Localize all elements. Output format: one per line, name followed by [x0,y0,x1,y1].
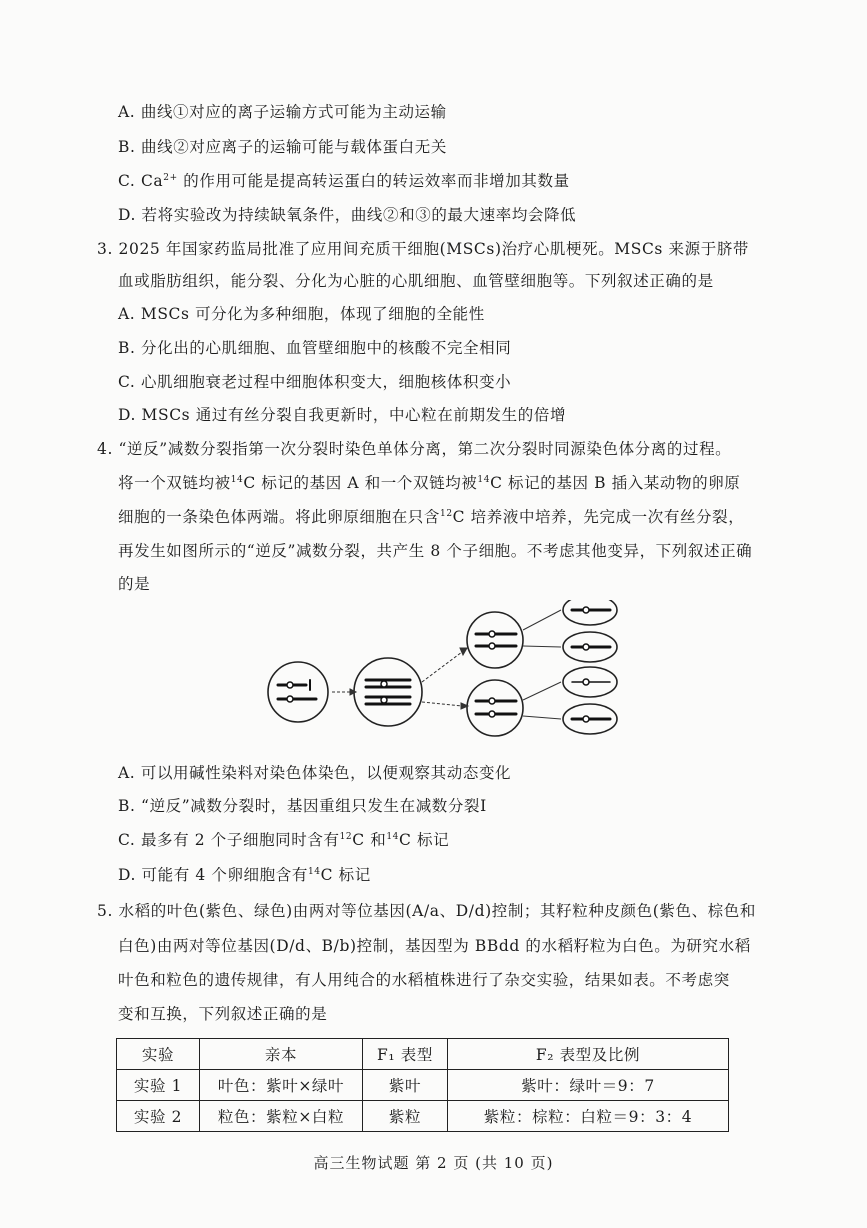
page-footer: 高三生物试题 第 2 页 (共 10 页) [313,1154,554,1172]
q2-option-c: C. $Ca^{2+}$ 的作用可能是提高转运蛋白的转运效率而非增加其数量 [118,172,570,190]
table-cell: 叶色：紫叶×绿叶 [200,1070,363,1101]
table-cell: 紫粒 [363,1101,448,1132]
table-header-cell: F₁ 表型 [363,1039,448,1070]
q5-stem-line-1: 5. 水稻的叶色(紫色、绿色)由两对等位基因(A/a、D/d)控制；其籽粒种皮颜色(紫色、棕色和 [97,902,756,920]
table-cell: 实验 1 [117,1070,200,1101]
q3-option-b: B. 分化出的心肌细胞、血管壁细胞中的核酸不完全相同 [118,339,512,357]
product-cell-1 [563,600,617,625]
q4-stem-line-1: 4. “逆反”减数分裂指第一次分裂时染色单体分离，第二次分裂时同源染色体分离的过程。 [97,440,732,458]
q4-stem-line-2: 将一个双链均被$^{14}$C 标记的基因 A 和一个双链均被$^{14}$C 标记的基因 B 插入某动物的卵原 [118,474,741,492]
q3-stem-line-2: 血或脂肪组织，能分裂、分化为心脏的心肌细胞、血管壁细胞等。下列叙述正确的是 [118,272,714,290]
table-header-row [117,1039,729,1070]
table-header-cell: 亲本 [200,1039,363,1070]
experiment-table [116,1038,729,1132]
daughter-cell-top [467,612,523,668]
q4-option-c: C. 最多有 2 个子细胞同时含有$^{12}$C 和$^{14}$C 标记 [118,831,450,849]
q4-stem-line-3: 细胞的一条染色体两端。将此卵原细胞在只含$^{12}$C 培养液中培养，先完成一次有丝分裂， [118,508,745,526]
table-cell: 紫粒：棕粒：白粒＝9：3：4 [448,1101,729,1132]
q4-stem-line-4: 再发生如图所示的“逆反”减数分裂，共产生 8 个子细胞。不考虑其他变异，下列叙述正确 [118,542,753,560]
q3-stem-line-1: 3. 2025 年国家药监局批准了应用间充质干细胞(MSCs)治疗心肌梗死。MSCs 来源于脐带 [97,240,750,258]
table-row [117,1070,729,1101]
table-cell: 紫叶：绿叶＝9：7 [448,1070,729,1101]
table-header-cell: 实验 [117,1039,200,1070]
q4-option-d: D. 可能有 4 个卵细胞含有$^{14}$C 标记 [118,866,371,884]
q3-option-d: D. MSCs 通过有丝分裂自我更新时，中心粒在前期发生的倍增 [118,406,567,424]
table-cell: 实验 2 [117,1101,200,1132]
q2-option-d: D. 若将实验改为持续缺氧条件，曲线②和③的最大速率均会降低 [118,206,577,224]
table-row [117,1101,729,1132]
daughter-cell-bottom [467,680,523,736]
q5-stem-line-3: 叶色和粒色的遗传规律，有人用纯合的水稻植株进行了杂交实验，结果如表。不考虑突 [118,971,730,989]
table-cell: 粒色：紫粒×白粒 [200,1101,363,1132]
chromosomes [278,607,610,722]
reverse-meiosis-diagram [250,600,630,760]
table-cell: 紫叶 [363,1070,448,1101]
q5-stem-line-2: 白色)由两对等位基因(D/d、B/b)控制，基因型为 BBdd 的水稻籽粒为白色。为研究水稻 [118,937,751,955]
q5-stem-line-4: 变和互换，下列叙述正确的是 [118,1005,328,1023]
q2-option-b: B. 曲线②对应离子的运输可能与载体蛋白无关 [118,138,447,156]
q4-option-a: A. 可以用碱性染料对染色体染色，以便观察其动态变化 [118,764,512,782]
oocyte-cell [268,662,328,722]
q3-option-c: C. 心肌细胞衰老过程中细胞体积变大，细胞核体积变小 [118,373,512,391]
table-header-cell: F₂ 表型及比例 [448,1039,729,1070]
q4-stem-line-5: 的是 [118,575,151,593]
q4-option-b: B. “逆反”减数分裂时，基因重组只发生在减数分裂Ⅰ [118,797,487,815]
dividing-cell [354,658,422,726]
q2-option-a: A. 曲线①对应的离子运输方式可能为主动运输 [118,103,447,121]
q3-option-a: A. MSCs 可分化为多种细胞，体现了细胞的全能性 [118,305,485,323]
